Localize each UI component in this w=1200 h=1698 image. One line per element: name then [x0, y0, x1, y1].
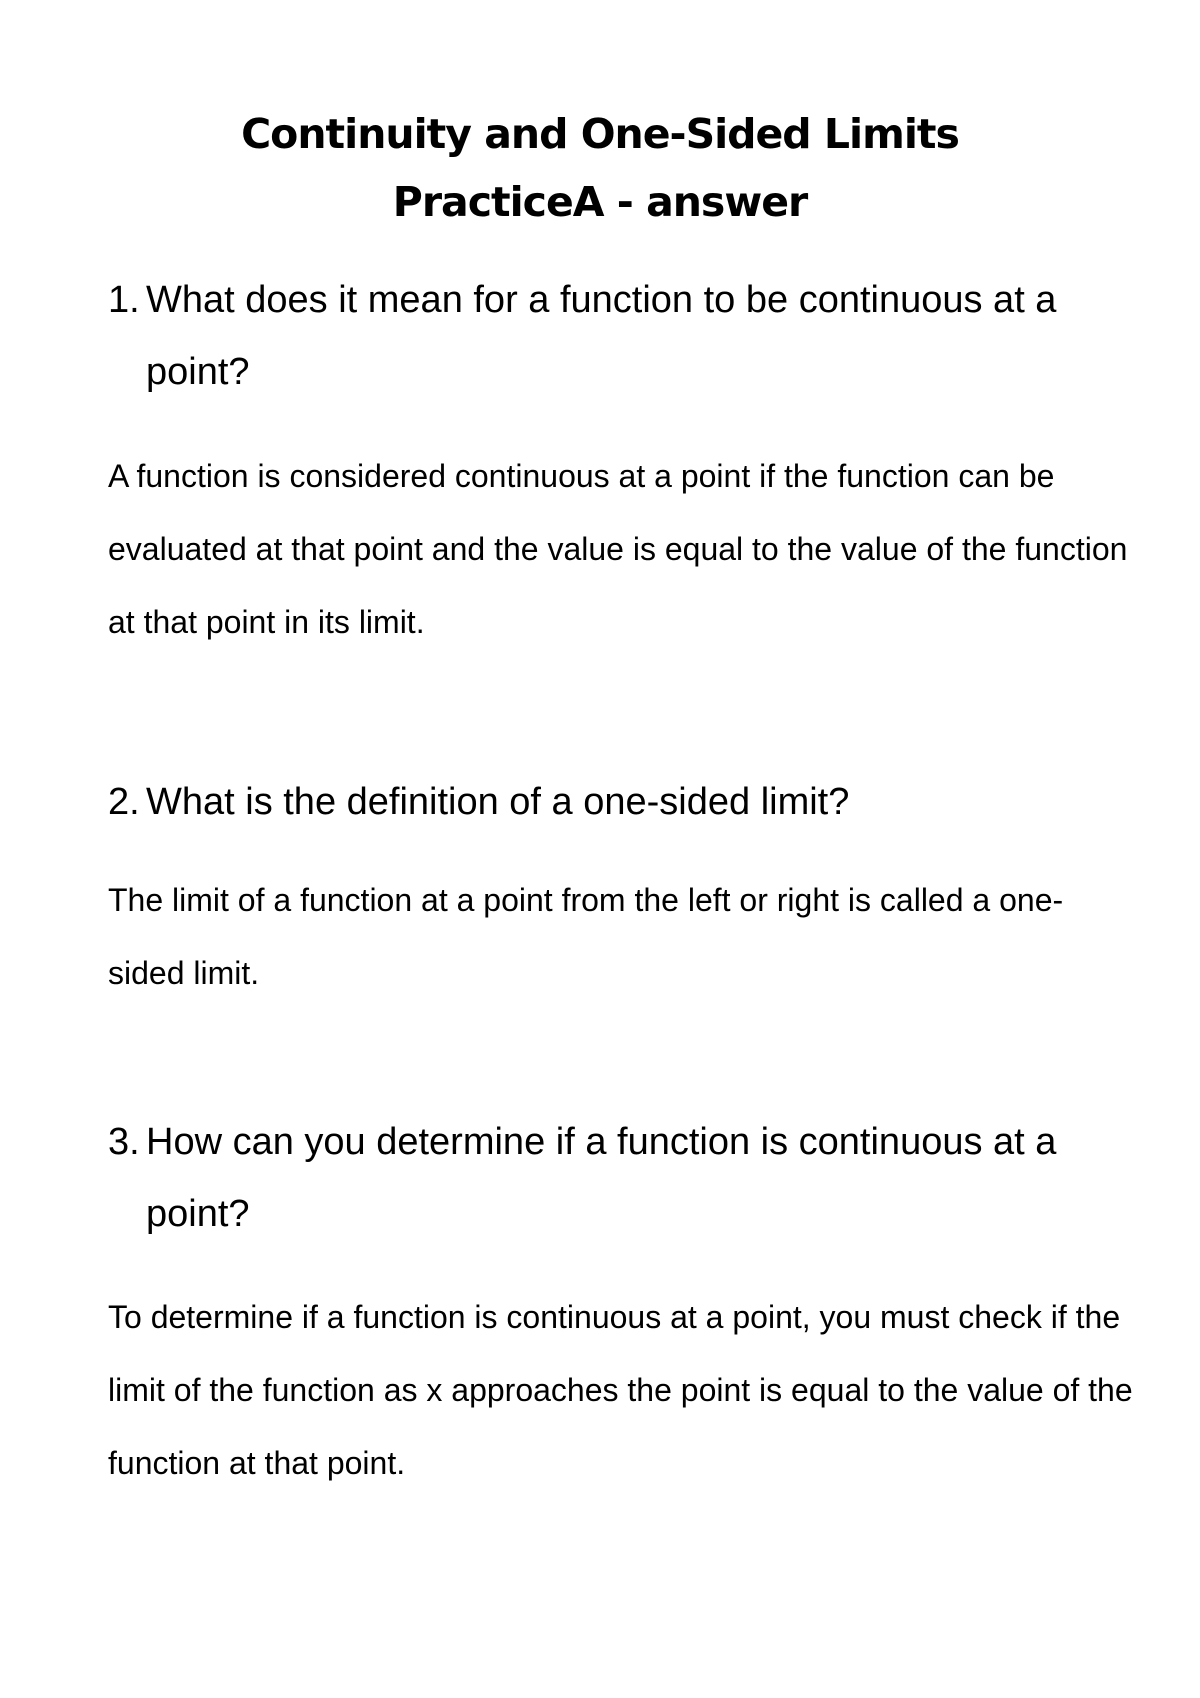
- answer-2: The limit of a function at a point from the left or right is called a one-sided limit.: [108, 882, 1064, 991]
- question-3: [108, 1106, 1118, 1250]
- question-text: What does it mean for a function to be continuous at a point?: [146, 279, 1057, 393]
- question-2: [108, 766, 1118, 838]
- question-text: What is the definition of a one-sided limit?: [146, 781, 850, 823]
- question-text: How can you determine if a function is continuous at a point?: [146, 1121, 1057, 1235]
- answer-3: To determine if a function is continuous at a point, you must check if the limit of the function as x approaches the point is equal to the value of the function at that point.: [108, 1299, 1133, 1481]
- document-title: [0, 100, 1200, 236]
- question-number: 2.: [108, 781, 140, 823]
- title-line-1: Continuity and One-Sided Limits: [241, 110, 959, 158]
- title-line-2: PracticeA - answer: [392, 178, 808, 226]
- answer-1: A function is considered continuous at a point if the function can be evaluated at that point and the value is equal to the value of the function at that point in its limit.: [108, 458, 1128, 640]
- question-1: [108, 264, 1118, 408]
- question-number: 3.: [108, 1121, 140, 1163]
- question-number: 1.: [108, 279, 140, 321]
